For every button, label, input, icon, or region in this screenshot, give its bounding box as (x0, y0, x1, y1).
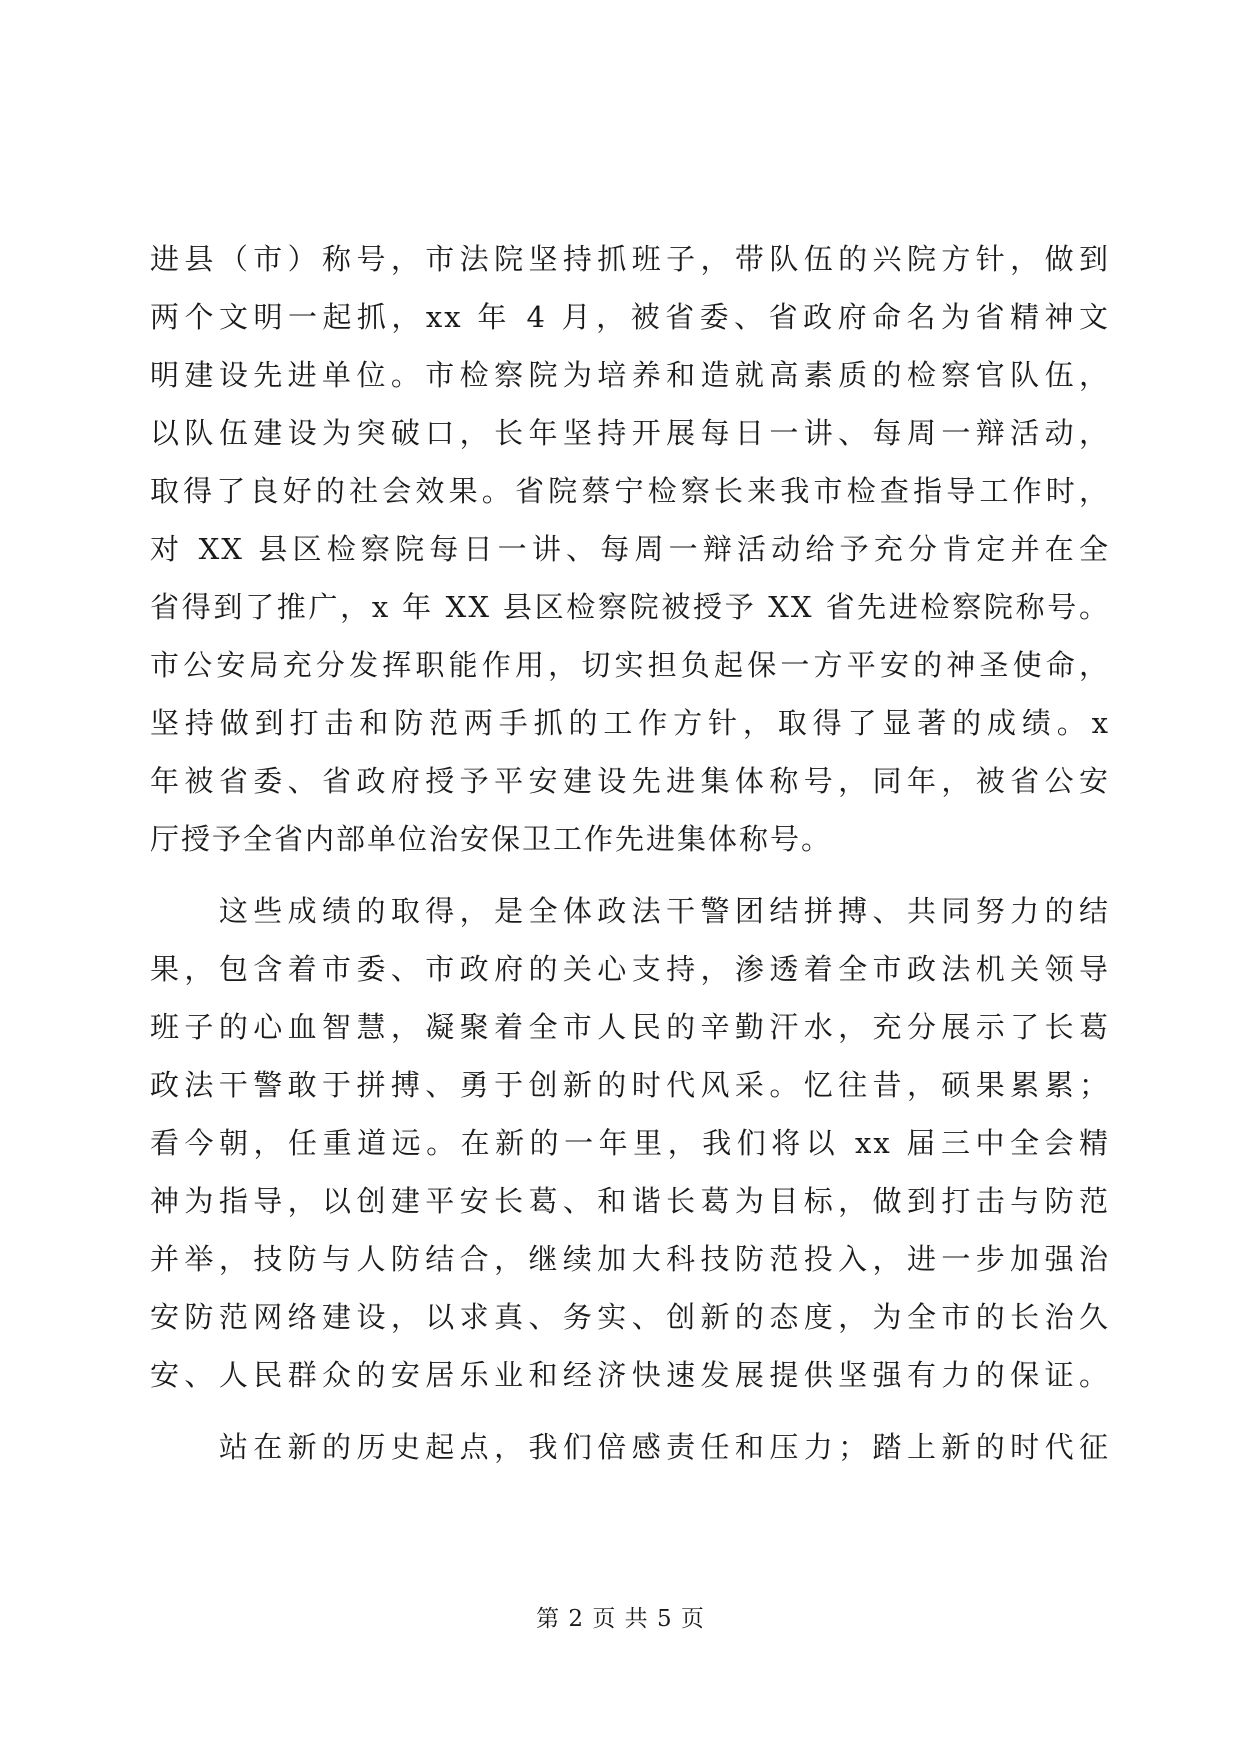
text-line: 两个文明一起抓，xx 年 4 月，被省委、省政府命名为省精神文 (150, 300, 1110, 334)
text-line: 政法干警敢于拼搏、勇于创新的时代风采。忆往昔，硕果累累； (150, 1068, 1110, 1102)
text-line: 神为指导，以创建平安长葛、和谐长葛为目标，做到打击与防范 (150, 1184, 1110, 1218)
text-line: 安防范网络建设，以求真、务实、创新的态度，为全市的长治久 (150, 1300, 1110, 1334)
body-text (150, 230, 1110, 1476)
text-line: 果，包含着市委、市政府的关心支持，渗透着全市政法机关领导 (150, 952, 1110, 986)
text-line: 以队伍建设为突破口，长年坚持开展每日一讲、每周一辩活动， (150, 416, 1110, 450)
text-line: 市公安局充分发挥职能作用，切实担负起保一方平安的神圣使命， (150, 648, 1110, 682)
paragraph-start-line: 站在新的历史起点，我们倍感责任和压力；踏上新的时代征 (150, 1430, 1110, 1464)
text-line: 厅授予全省内部单位治安保卫工作先进集体称号。 (150, 822, 833, 856)
text-line: 明建设先进单位。市检察院为培养和造就高素质的检察官队伍， (150, 358, 1110, 392)
text-line: 省得到了推广，x 年 XX 县区检察院被授予 XX 省先进检察院称号。 (150, 590, 1110, 624)
text-line: 坚持做到打击和防范两手抓的工作方针，取得了显著的成绩。x (150, 706, 1110, 740)
text-line: 看今朝，任重道远。在新的一年里，我们将以 xx 届三中全会精 (150, 1126, 1110, 1160)
text-line: 年被省委、省政府授予平安建设先进集体称号，同年，被省公安 (150, 764, 1110, 798)
page-number-footer: 第 2 页 共 5 页 (536, 1606, 705, 1632)
text-line: 进县（市）称号，市法院坚持抓班子，带队伍的兴院方针，做到 (150, 242, 1110, 276)
text-line: 对 XX 县区检察院每日一讲、每周一辩活动给予充分肯定并在全 (150, 532, 1110, 566)
text-line: 并举，技防与人防结合，继续加大科技防范投入，进一步加强治 (150, 1242, 1110, 1276)
paragraph-start-line: 这些成绩的取得，是全体政法干警团结拼搏、共同努力的结 (150, 894, 1110, 928)
text-line: 班子的心血智慧，凝聚着全市人民的辛勤汗水，充分展示了长葛 (150, 1010, 1110, 1044)
text-line: 安、人民群众的安居乐业和经济快速发展提供坚强有力的保证。 (150, 1358, 1110, 1392)
text-line: 取得了良好的社会效果。省院蔡宁检察长来我市检查指导工作时， (150, 474, 1110, 508)
